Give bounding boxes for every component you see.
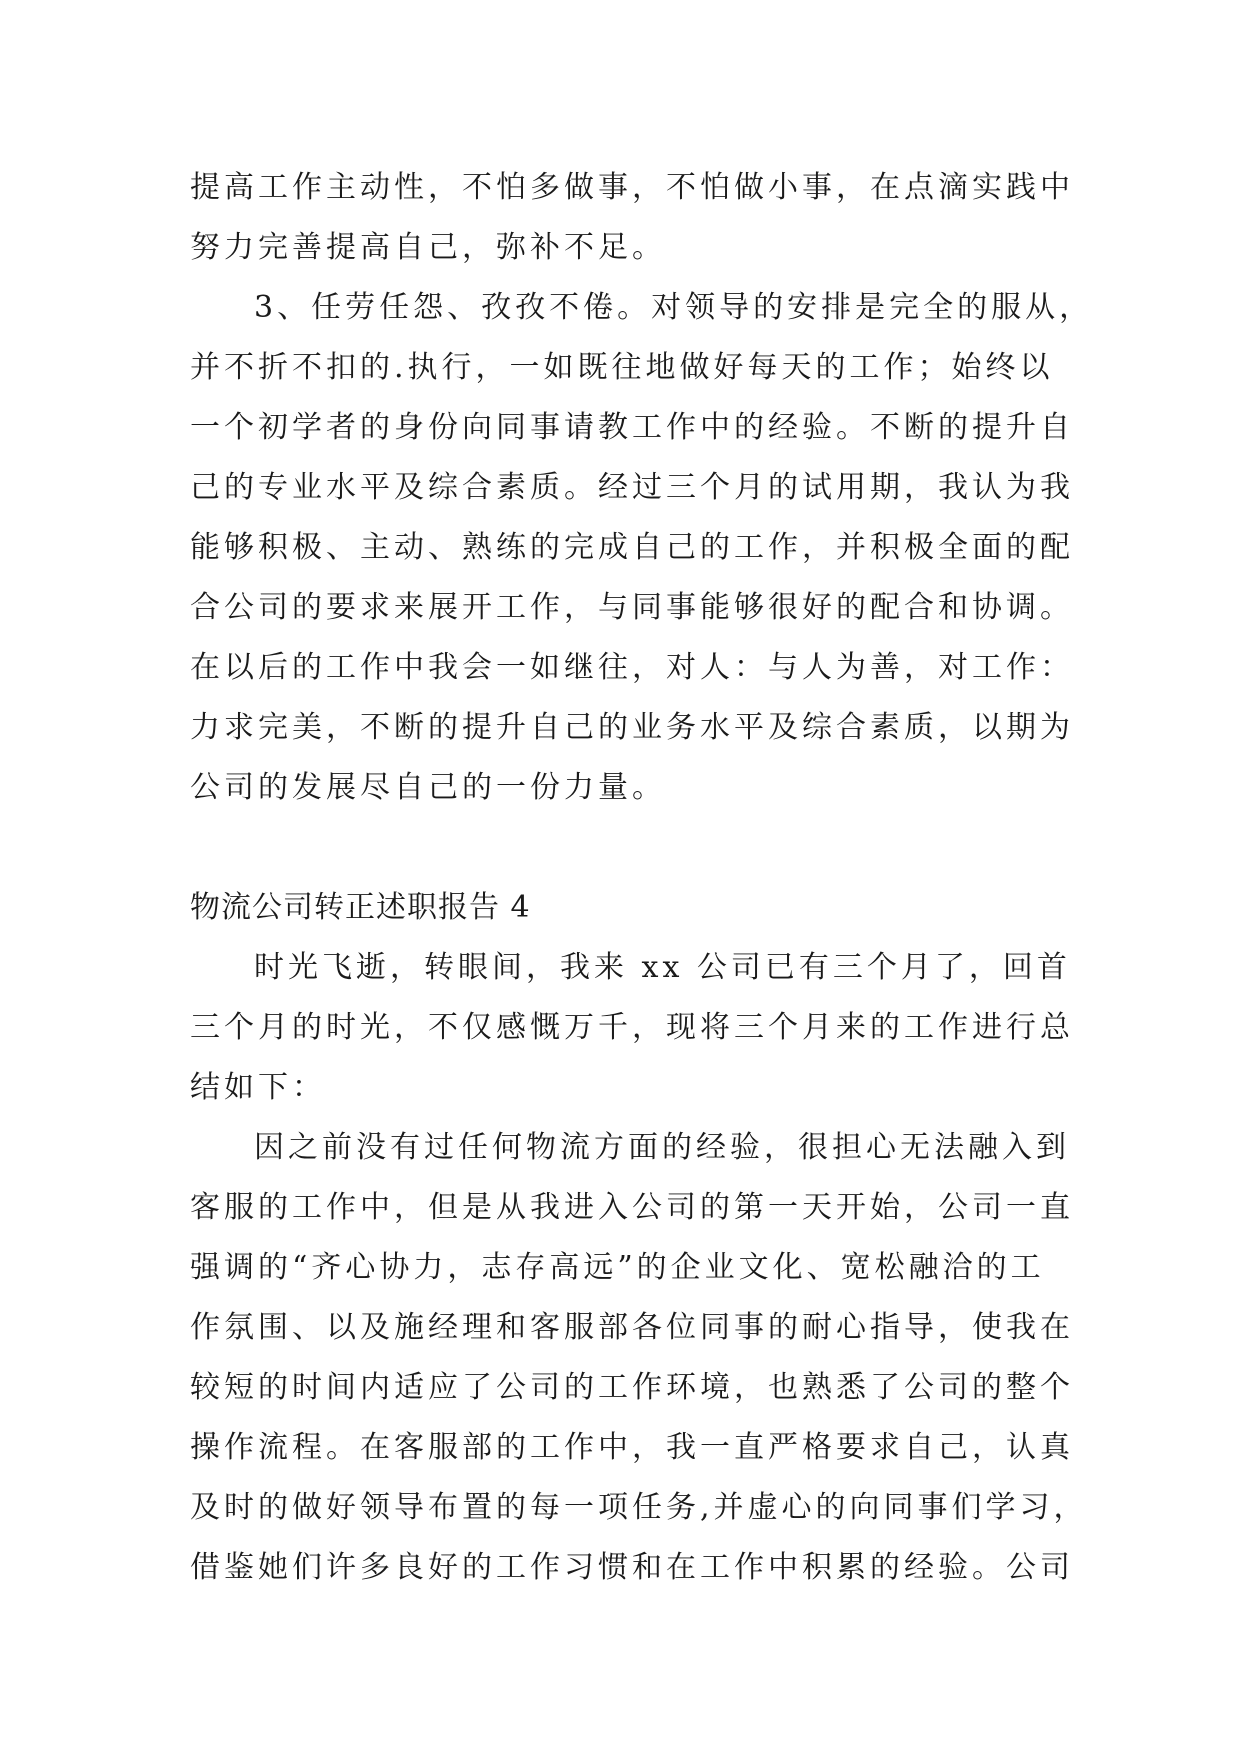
text-line: 客服的工作中，但是从我进入公司的第一天开始，公司一直 [190, 1190, 1074, 1225]
paragraph-intro [190, 938, 1074, 1118]
text-line: 操作流程。在客服部的工作中，我一直严格要求自己，认真 [190, 1430, 1074, 1465]
text-line: 并不折不扣的.执行，一如既往地做好每天的工作；始终以 [190, 350, 1054, 385]
text-line: 3、任劳任怨、孜孜不倦。对领导的安排是完全的服从， [254, 290, 1094, 325]
text-line: 合公司的要求来展开工作，与同事能够很好的配合和协调。 [190, 590, 1074, 625]
text-line: 在以后的工作中我会一如继往，对人：与人为善，对工作： [190, 650, 1074, 685]
text-line: 提高工作主动性，不怕多做事，不怕做小事，在点滴实践中 [190, 170, 1074, 205]
paragraph-spacer [190, 818, 1070, 878]
paragraph-item-3 [190, 278, 1094, 818]
text-line: 力求完美，不断的提升自己的业务水平及综合素质，以期为 [190, 710, 1074, 745]
text-line: 强调的“齐心协力，志存高远”的企业文化、宽松融洽的工 [190, 1250, 1045, 1285]
section-heading: 物流公司转正述职报告 4 [190, 890, 531, 925]
document-body [190, 158, 1094, 1598]
text-line: 及时的做好领导布置的每一项任务,并虚心的向同事们学习， [190, 1490, 1088, 1525]
text-line: 较短的时间内适应了公司的工作环境，也熟悉了公司的整个 [190, 1370, 1074, 1405]
text-line: 己的专业水平及综合素质。经过三个月的试用期，我认为我 [190, 470, 1074, 505]
paragraph-body [190, 1118, 1088, 1598]
paragraph-continuation [190, 158, 1074, 278]
text-line: 公司的发展尽自己的一份力量。 [190, 770, 666, 805]
text-line: 因之前没有过任何物流方面的经验，很担心无法融入到 [254, 1130, 1070, 1165]
text-line: 能够积极、主动、熟练的完成自己的工作，并积极全面的配 [190, 530, 1074, 565]
text-line: 努力完善提高自己，弥补不足。 [190, 230, 666, 265]
text-line: 借鉴她们许多良好的工作习惯和在工作中积累的经验。公司 [190, 1550, 1074, 1585]
text-line: 结如下： [190, 1070, 326, 1105]
text-line: 三个月的时光，不仅感慨万千，现将三个月来的工作进行总 [190, 1010, 1074, 1045]
text-line: 一个初学者的身份向同事请教工作中的经验。不断的提升自 [190, 410, 1074, 445]
text-line: 作氛围、以及施经理和客服部各位同事的耐心指导，使我在 [190, 1310, 1074, 1345]
text-line: 时光飞逝，转眼间，我来 xx 公司已有三个月了，回首 [254, 950, 1071, 985]
